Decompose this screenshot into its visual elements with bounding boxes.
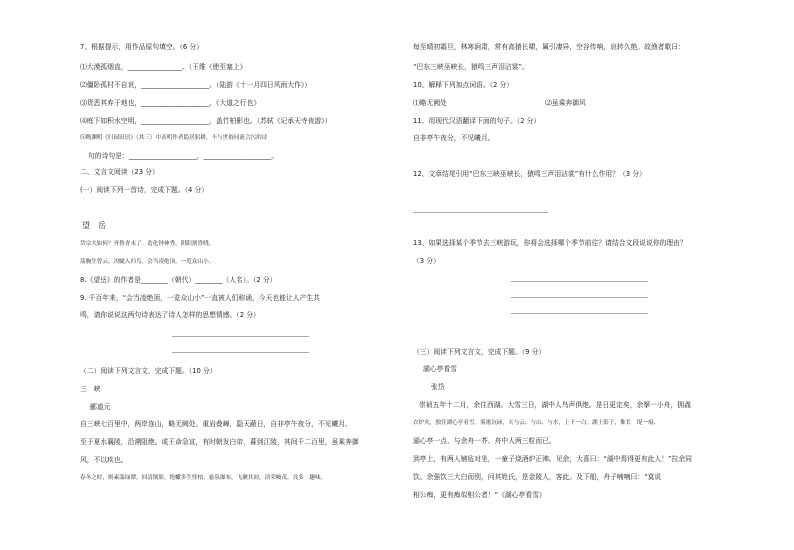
prose-paragraph-4: 每至晴初霜旦，林寒涧肃，常有高猿长啸，属引凄异，空谷传响，哀转久绝。故渔者歌曰：: [413, 43, 685, 51]
q10: 10、解释下列加点词语。（2 分）: [413, 81, 514, 89]
poem-line-1: 岱宗夫如何？齐鲁青未了。造化钟神秀，阴阳割昏晓。: [80, 241, 215, 247]
essay-paragraph-1-end: 湖心亭一点、与余舟一芥、舟中人两三粒而已。: [413, 437, 556, 445]
q7-item-3: ⑶货恶其弃于地也，____________________，《大道之行也》: [80, 99, 261, 107]
q7-title: 7、根据提示，用作品原句填空。（6 分）: [80, 43, 203, 51]
q7-item-2: ⑵僵卧孤村不自哀，____________________。（陆游《十一月四日风雨大作》）: [80, 81, 312, 89]
essay-paragraph-2-cont: 饮。余强饮三大白而别，问其姓氏，是金陵人，客此。及下船，舟子喃喃曰：“莫说: [413, 473, 662, 481]
essay-paragraph-1-cont: 衣炉火，独往湖心亭看雪。雾凇沆砀，天与云、与山、与水，上下一白。湖上影子，惟长 堤一痕、: [413, 420, 660, 426]
essay-title: 湖心亭看雪: [423, 365, 457, 373]
poem-line-2: 荡胸生曾云，决眦入归鸟。会当凌绝顶，一览众山小。: [80, 259, 215, 265]
subsection-two-heading: （二）阅读下列文言文，完成下题。（10 分）: [80, 367, 217, 375]
prose-author: 郦道元: [90, 403, 111, 411]
q12: 12、文章结尾引用“巴东三峡巫峡长，猿鸣三声泪沾裳”有什么作用？（3 分）: [413, 170, 646, 178]
prose-quote: “巴东三峡巫峡长，猿鸣三声泪沾裳”。: [413, 63, 529, 71]
prose-paragraph-1: 自三峡七百里中，两岸连山，略无阙处。重岩叠嶂，隐天蔽日，自非亭午夜分，不见曦月。: [80, 420, 352, 428]
essay-author: 张岱: [431, 383, 445, 391]
essay-paragraph-2: 到亭上，有两人铺毡对坐，一童子烧酒炉正沸。见余，大喜曰：“湖中焉得更有此人！”拉余同: [413, 455, 692, 463]
answer-line: [511, 297, 648, 298]
q10-item-2: ⑵虽乘奔御风: [545, 99, 586, 107]
subsection-one-heading: (一）阅读下列一首诗，完成下题。（4 分）: [80, 186, 209, 194]
answer-line: [511, 313, 648, 314]
prose-title: 三 峡: [80, 385, 101, 393]
q9-line-2: 鸣，请你说说这两句诗表达了诗人怎样的思想情感。（2 分）: [80, 311, 260, 319]
subsection-three-heading: （三）阅读下列文言文，完成下题。（9 分）: [413, 348, 546, 356]
q8: 8.《望岳》的作者是________（朝代）________（人名）。（2 分）: [80, 276, 277, 284]
q11: 11、用现代汉语翻译下面的句子。（2 分）: [413, 117, 541, 125]
q9-line-1: 9. 千百年来，“会当凌绝顶，一览众山小”一直被人们称诵，今天也能让人产生共: [80, 294, 320, 302]
q13: 13、如果选择某个季节去三峡游玩，你将会选择哪个季节前往？请结合文段说说你的理由？: [413, 239, 687, 247]
prose-paragraph-3: 春冬之时，则素湍绿潭，回清倒影。绝巘多生怪柏，悬泉瀑布，飞漱其间，清荣峻茂，良多 趣味。: [80, 475, 327, 481]
section-two-heading: 二、文言文阅读（23 分）: [80, 168, 159, 176]
prose-paragraph-2: 至于夏水襄陵，沿溯阻绝。或王命急宣，有时朝发白帝，暮到江陵，其间千二百里，虽乘奔御: [80, 438, 359, 446]
poem-title: 望 岳: [82, 221, 106, 230]
q10-item-1: ⑴略无阙处: [413, 99, 447, 107]
q7-item-4: ⑷庭下如积水空明，____________________，盖竹柏影也。（苏轼《记承天寺夜游》）: [80, 117, 332, 125]
answer-line: [413, 212, 548, 213]
essay-paragraph-1: 崇祯五年十二月，余住西湖。大雪三日，湖中人鸟声俱绝。是日更定矣，余拏一小舟，拥毳: [419, 401, 691, 409]
q13-score: （3 分）: [413, 257, 440, 265]
answer-line: [511, 281, 648, 282]
essay-paragraph-2-end: 相公痴，更有痴似相公者！”《湖心亭看雪》: [413, 491, 546, 499]
answer-line: [172, 352, 309, 353]
q7-item-5: ⑸陶渊明《归园田居》（其三）中表明作者隐居躬耕，不与世俗同流合污的诗: [80, 135, 268, 141]
answer-line: [172, 336, 309, 337]
q7-item-5-cont: 句的诗句是：____________________，____________________。: [88, 152, 279, 160]
q7-item-1: ⑴大漠孤烟直，________________。（王维《使至塞上》: [80, 63, 247, 71]
prose-paragraph-2-cont: 风，不以疾也。: [80, 456, 128, 464]
q11-sentence: 自非亭午夜分，不见曦月。: [413, 134, 495, 142]
